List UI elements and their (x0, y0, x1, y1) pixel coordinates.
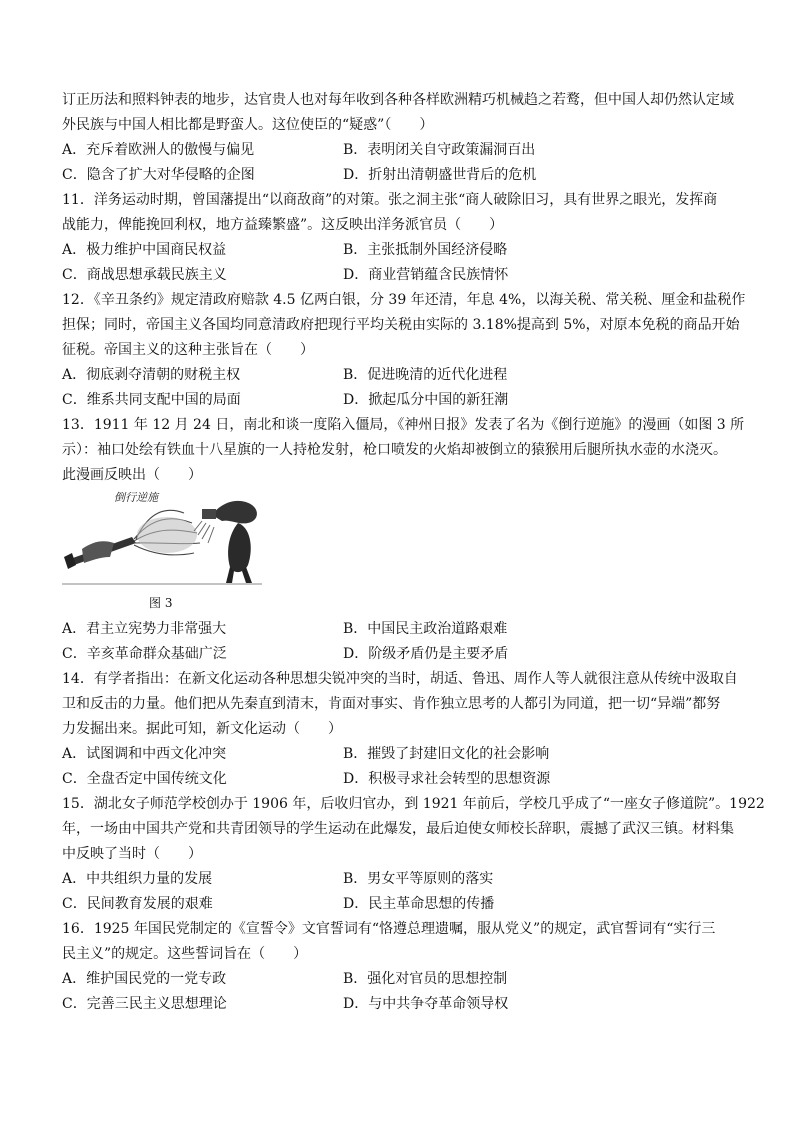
q13-line-1: 13．1911 年 12 月 24 日，南北和谈一度陷入僵局，《神州日报》发表了名为《倒行逆施》的漫画（如图 3 所 (62, 417, 745, 433)
q13-line-3: 此漫画反映出（ ） (62, 467, 202, 483)
rifle-stock-shape (64, 553, 76, 569)
q13-option-d[interactable]: D．阶级矛盾仍是主要矛盾 (343, 646, 509, 662)
q13-line-2: 示）：袖口处绘有铁血十八星旗的一人持枪发射，枪口喷发的火焰却被倒立的猿猴用后腿所执水壶的水浇灭。 (62, 442, 727, 458)
q13-option-a[interactable]: A．君主立宪势力非常强大 (62, 621, 227, 637)
q14-option-b[interactable]: B．摧毁了封建旧文化的社会影响 (343, 746, 550, 762)
q15-line-3: 中反映了当时（ ） (62, 846, 202, 862)
q10-option-c[interactable]: C．隐含了扩大对华侵略的企图 (62, 167, 255, 183)
q12-option-c[interactable]: C．维系共同支配中国的局面 (62, 392, 241, 408)
q12-line-1: 12．《辛丑条约》规定清政府赔款 4.5 亿两白银，分 39 年还清，年息 4%，以海关税、常关税、厘金和盐税作 (62, 292, 746, 308)
cartoon-illustration (62, 487, 272, 587)
q14-line-1: 14．有学者指出：在新文化运动各种思想尖锐冲突的当时，胡适、鲁迅、周作人等人就很注意从传统中汲取自 (62, 671, 738, 687)
q16-option-d[interactable]: D．与中共争夺革命领导权 (343, 996, 509, 1012)
q16-line-1: 16．1925 年国民党制定的《宣誓令》文官誓词有“恪遵总理遗嘱，服从党义”的规定，武官誓词有“实行三 (62, 921, 716, 937)
q14-line-3: 力发掘出来。据此可知，新文化运动（ ） (62, 721, 342, 737)
q12-option-b[interactable]: B．促进晚清的近代化进程 (343, 367, 508, 383)
q10-option-b[interactable]: B．表明闭关自守政策漏洞百出 (343, 142, 536, 158)
q15-line-1: 15．湖北女子师范学校创办于 1906 年，后收归官办，到 1921 年前后，学校几乎成了“一座女子修道院”。1922 (62, 796, 765, 812)
q12-option-a[interactable]: A．彻底剥夺清朝的财税主权 (62, 367, 241, 383)
q15-option-b[interactable]: B．男女平等原则的落实 (343, 871, 494, 887)
q15-option-c[interactable]: C．民间教育发展的艰难 (62, 896, 213, 912)
q10-line-1: 订正历法和照料钟表的地步，达官贵人也对每年收到各种各样欧洲精巧机械趋之若鹜，但中国人却仍然认定域 (62, 92, 734, 108)
q15-line-2: 年，一场由中国共产党和共青团领导的学生运动在此爆发，最后迫使女师校长辞职，震撼了武汉三镇。材料集 (62, 821, 734, 837)
sleeve-shape (82, 541, 114, 563)
q13-option-b[interactable]: B．中国民主政治道路艰难 (343, 621, 508, 637)
q11-line-1: 11．洋务运动时期，曾国藩提出“以商敌商”的对策。张之洞主张“商人破除旧习，具有世界之眼光，发挥商 (62, 192, 718, 208)
monkey-body-shape (228, 523, 251, 572)
water-stream (194, 521, 214, 543)
q11-option-c[interactable]: C．商战思想承载民族主义 (62, 267, 227, 283)
q14-option-d[interactable]: D．积极寻求社会转型的思想资源 (343, 771, 551, 787)
q10-option-a[interactable]: A．充斥着欧洲人的傲慢与偏见 (62, 142, 255, 158)
kettle-shape (202, 509, 216, 519)
q14-line-2: 卫和反击的力量。他们把从先秦直到清末，肯面对事实、肯作独立思考的人都引为同道，把一切“异端”都努 (62, 696, 721, 712)
q15-option-a[interactable]: A．中共组织力量的发展 (62, 871, 213, 887)
q11-option-b[interactable]: B．主张抵制外国经济侵略 (343, 242, 508, 258)
q16-line-2: 民主义”的规定。这些誓词旨在（ ） (62, 946, 308, 962)
q10-line-2: 外民族与中国人相比都是野蛮人。这位使臣的“疑惑”（ ） (62, 117, 434, 133)
q12-option-d[interactable]: D．掀起瓜分中国的新狂潮 (343, 392, 509, 408)
q11-option-d[interactable]: D．商业营销蕴含民族情怀 (343, 267, 509, 283)
q13-option-c[interactable]: C．辛亥革命群众基础广泛 (62, 646, 227, 662)
q11-option-a[interactable]: A．极力维护中国商民权益 (62, 242, 227, 258)
q11-line-2: 战能力，俾能挽回利权，地方益臻繁盛”。这反映出洋务派官员（ ） (62, 217, 504, 233)
q14-option-c[interactable]: C．全盘否定中国传统文化 (62, 771, 227, 787)
q10-option-d[interactable]: D．折射出清朝盛世背后的危机 (343, 167, 537, 183)
q12-line-2: 担保；同时，帝国主义各国均同意清政府把现行平均关税由实际的 3.18%提高到 5%，对原本免税的商品开始 (62, 317, 740, 333)
q16-option-c[interactable]: C．完善三民主义思想理论 (62, 996, 227, 1012)
figure-caption: 图 3 (149, 596, 173, 610)
monkey-legs-shape (212, 501, 257, 523)
q15-option-d[interactable]: D．民主革命思想的传播 (343, 896, 495, 912)
cartoon-title-handwritten (114, 491, 160, 504)
cartoon-figure-3 (62, 487, 272, 587)
q14-option-a[interactable]: A．试图调和中西文化冲突 (62, 746, 227, 762)
q12-line-3: 征税。帝国主义的这种主张旨在（ ） (62, 342, 314, 358)
svg-text:倒行逆施: 倒行逆施 (114, 491, 158, 504)
smoke-cloud (137, 517, 197, 553)
q16-option-a[interactable]: A．维护国民党的一党专政 (62, 971, 227, 987)
q16-option-b[interactable]: B．强化对官员的思想控制 (343, 971, 508, 987)
